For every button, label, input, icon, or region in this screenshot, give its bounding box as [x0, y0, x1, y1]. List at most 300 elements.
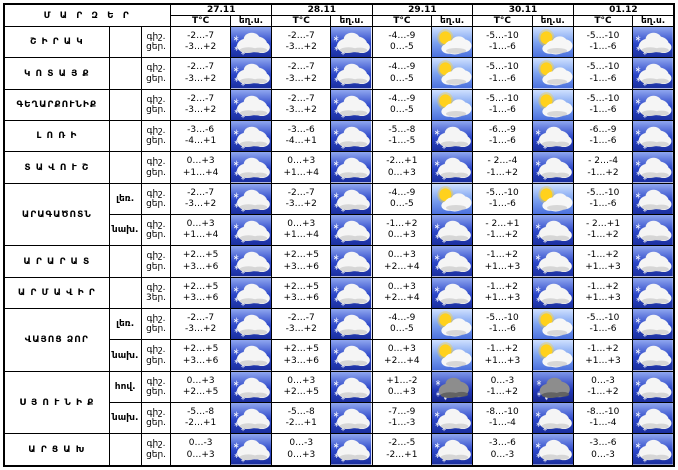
temperature-cell	[473, 58, 532, 89]
label-night: գիշ.	[146, 63, 166, 74]
weather-snow-icon	[633, 340, 674, 371]
temp-night: -1…+2	[587, 344, 619, 355]
temp-day: 0…-5	[389, 42, 414, 53]
date-col-1: 27.11	[171, 4, 272, 16]
temperature-cell	[171, 371, 230, 402]
region-subzone	[109, 58, 141, 89]
region-subzone	[109, 277, 141, 308]
temperature-cell	[372, 309, 431, 340]
region-subzone	[109, 246, 141, 277]
label-night: գիշ.	[146, 407, 166, 418]
temp-day: +2…+5	[283, 386, 319, 397]
date-col-2: 28.11	[272, 4, 373, 16]
weather-snow-icon	[331, 58, 372, 89]
temperature-cell	[272, 403, 331, 434]
region-name: Կ Ո Տ Ա Յ Ք	[4, 58, 109, 89]
temp-night: 0…+3	[186, 156, 215, 167]
weather-snow-icon	[532, 152, 573, 183]
temperature-cell	[473, 246, 532, 277]
temp-night: -3…-6	[187, 124, 215, 135]
temperature-cell	[272, 215, 331, 246]
temp-night: -3…-6	[589, 438, 617, 449]
temp-day: +2…+4	[384, 355, 420, 366]
temperature-cell	[473, 89, 532, 120]
temp-night: -4…-9	[388, 313, 416, 324]
temp-day: -4…+1	[185, 136, 217, 147]
temp-night: -5…-10	[486, 93, 519, 104]
subheader-temp-3: T°C	[372, 16, 431, 27]
temp-night: -5…-10	[486, 187, 519, 198]
temp-day: 0…-3	[591, 449, 615, 460]
table-row	[4, 309, 674, 340]
temp-night: -4…-9	[388, 62, 416, 73]
temperature-cell	[473, 340, 532, 371]
temp-day: +1…+3	[585, 261, 621, 272]
temp-day: -3…+2	[285, 324, 317, 335]
temperature-cell	[473, 309, 532, 340]
weather-snow-icon	[331, 89, 372, 120]
temp-day: 0…+3	[387, 386, 416, 397]
region-subzone	[109, 434, 141, 466]
weather-snow-icon	[633, 121, 674, 152]
weather-snow-icon	[633, 183, 674, 214]
subheader-cond-4: եղ.ս.	[532, 16, 573, 27]
temp-day: 0…-5	[389, 198, 414, 209]
temp-day: -3…+2	[285, 42, 317, 53]
weather-snow-icon	[331, 183, 372, 214]
weather-sun-cloud-icon	[432, 183, 473, 214]
temp-day: +1…+4	[182, 230, 219, 241]
temp-day: -1…+2	[486, 167, 519, 178]
region-name: Ա Ր Ց Ա Խ	[4, 434, 109, 466]
region-subzone	[109, 152, 141, 183]
weather-snow-icon	[230, 403, 271, 434]
temperature-cell	[272, 309, 331, 340]
temp-night: 0…+3	[186, 375, 215, 386]
weather-snow-icon	[532, 215, 573, 246]
temperature-cell	[272, 340, 331, 371]
weather-snow-icon	[331, 277, 372, 308]
weather-snow-icon	[532, 434, 573, 466]
temperature-cell	[372, 246, 431, 277]
temperature-cell	[573, 215, 632, 246]
night-day-labels	[141, 183, 171, 214]
night-day-labels	[141, 152, 171, 183]
page-title: Մ Ա Ր Զ Ե Ր	[4, 4, 171, 27]
subheader-temp-1: T°C	[171, 16, 230, 27]
label-night: գիշ.	[146, 188, 166, 199]
region-name: ՎԱՅՈՑ ՁՈՐ	[4, 309, 109, 372]
temp-day: +3…+6	[182, 292, 219, 303]
weather-snow-icon	[331, 215, 372, 246]
temp-day: -3…+2	[185, 104, 217, 115]
weather-snow-icon	[230, 215, 271, 246]
temp-day: -1…+2	[486, 230, 519, 241]
temperature-cell	[372, 434, 431, 466]
temperature-cell	[573, 152, 632, 183]
temp-day: -1…-6	[488, 73, 516, 84]
temperature-cell	[272, 58, 331, 89]
temp-night: -4…-9	[388, 93, 416, 104]
temp-night: -2…+1	[386, 156, 418, 167]
weather-snow-icon	[230, 340, 271, 371]
temperature-cell	[573, 340, 632, 371]
temp-night: -2…-7	[287, 313, 315, 324]
temp-night: -8…-10	[486, 407, 519, 418]
temp-day: -1…-5	[388, 136, 416, 147]
temp-day: -1…+2	[587, 386, 619, 397]
label-day: ցեր.	[146, 418, 167, 429]
temp-day: -2…+1	[185, 418, 217, 429]
temp-night: -6…-9	[488, 124, 516, 135]
temp-night: +2…+5	[182, 250, 219, 261]
date-col-5: 01.12	[573, 4, 674, 16]
temp-night: - 2…+1	[485, 218, 520, 229]
table-row	[4, 434, 674, 466]
temp-day: -1…-4	[488, 418, 516, 429]
temp-day: -1…+2	[486, 386, 519, 397]
temp-day: +1…+4	[283, 230, 319, 241]
weather-sun-cloud-icon	[432, 58, 473, 89]
subheader-cond-5: եղ.ս.	[633, 16, 674, 27]
temp-day: -1…-6	[488, 198, 516, 209]
temp-night: 0…+3	[387, 344, 416, 355]
weather-snow-icon	[532, 246, 573, 277]
temp-night: +2…+5	[182, 281, 219, 292]
temp-day: +2…+4	[384, 292, 420, 303]
weather-sun-cloud-icon	[432, 27, 473, 58]
weather-snow-icon	[230, 434, 271, 466]
temperature-cell	[573, 309, 632, 340]
label-day: ցեր.	[146, 261, 167, 272]
temp-day: 0…+3	[186, 449, 215, 460]
temperature-cell	[171, 277, 230, 308]
temp-day: -4…+1	[285, 136, 317, 147]
temp-day: 0…+3	[387, 230, 416, 241]
temp-night: -3…-6	[488, 438, 516, 449]
temp-day: +1…+3	[484, 292, 521, 303]
temperature-cell	[272, 152, 331, 183]
temp-night: -5…-10	[486, 313, 519, 324]
weather-snow-icon	[532, 277, 573, 308]
temp-day: +3…+6	[182, 261, 219, 272]
weather-snow-icon	[633, 152, 674, 183]
temp-day: +1…+3	[585, 355, 621, 366]
weather-snow-icon	[230, 246, 271, 277]
temp-day: +1…+4	[182, 167, 219, 178]
temperature-cell	[372, 89, 431, 120]
temp-day: -1…-6	[488, 42, 516, 53]
temp-night: -2…-7	[187, 187, 215, 198]
weather-snow-icon	[633, 89, 674, 120]
temperature-cell	[372, 277, 431, 308]
temperature-cell	[171, 58, 230, 89]
temp-night: -1…+2	[587, 250, 619, 261]
label-night: գիշ.	[146, 125, 166, 136]
weather-snow-icon	[331, 27, 372, 58]
region-subzone: լեռ.	[109, 309, 141, 340]
temp-day: -1…+2	[587, 230, 619, 241]
temp-night: +2…+5	[283, 250, 319, 261]
temperature-cell	[473, 215, 532, 246]
temperature-cell	[473, 121, 532, 152]
temperature-cell	[573, 58, 632, 89]
temperature-cell	[573, 27, 632, 58]
weather-snow-icon	[230, 277, 271, 308]
temp-day: -1…-6	[589, 136, 617, 147]
weather-snow-icon	[633, 403, 674, 434]
weather-snow-icon	[432, 403, 473, 434]
temp-night: -1…+2	[486, 250, 519, 261]
temp-night: - 2…+1	[585, 218, 621, 229]
label-day: ցեր.	[146, 386, 167, 397]
weather-sun-cloud-icon	[432, 340, 473, 371]
temperature-cell	[272, 183, 331, 214]
table-row	[4, 58, 674, 89]
weather-snow-icon	[633, 309, 674, 340]
weather-snow-icon	[432, 277, 473, 308]
weather-snow-icon	[633, 27, 674, 58]
temperature-cell	[272, 121, 331, 152]
temp-night: -1…+2	[486, 281, 519, 292]
forecast-table	[3, 3, 675, 467]
weather-snow-icon	[532, 121, 573, 152]
label-day: ցեր.	[146, 449, 167, 460]
label-day: ցեր.	[146, 167, 167, 178]
temperature-cell	[171, 403, 230, 434]
temperature-cell	[372, 121, 431, 152]
temp-night: -2…-7	[187, 62, 215, 73]
temp-night: 0…+3	[387, 281, 416, 292]
label-night: գիշ.	[146, 94, 166, 105]
temp-night: -1…+2	[486, 344, 519, 355]
temp-night: +2…+5	[283, 344, 319, 355]
weather-snow-icon	[230, 152, 271, 183]
subheader-temp-2: T°C	[272, 16, 331, 27]
night-day-labels	[141, 58, 171, 89]
label-day: ցեր.	[146, 198, 167, 209]
temp-day: 0…-3	[490, 449, 515, 460]
region-name: Շ Ի Ր Ա Կ	[4, 27, 109, 58]
temperature-cell	[171, 27, 230, 58]
weather-snow-icon	[331, 340, 372, 371]
label-night: գիշ.	[146, 219, 166, 230]
night-day-labels	[141, 403, 171, 434]
table-row	[4, 277, 674, 308]
weather-snow-icon	[432, 246, 473, 277]
date-col-3: 29.11	[372, 4, 473, 16]
region-subzone: նախ.	[109, 340, 141, 371]
weather-sun-cloud-icon	[532, 183, 573, 214]
temp-night: 0…+3	[287, 156, 316, 167]
table-row	[4, 246, 674, 277]
table-row	[4, 183, 674, 214]
date-col-4: 30.11	[473, 4, 574, 16]
temperature-cell	[473, 183, 532, 214]
label-day: ցեր.	[146, 42, 167, 53]
temperature-cell	[372, 152, 431, 183]
table-row	[4, 89, 674, 120]
temperature-cell	[272, 371, 331, 402]
temp-night: -5…-10	[486, 62, 519, 73]
temperature-cell	[372, 340, 431, 371]
weather-snow-dark-icon	[532, 371, 573, 402]
temperature-cell	[272, 89, 331, 120]
weather-sun-cloud-icon	[432, 89, 473, 120]
temperature-cell	[573, 277, 632, 308]
weather-snow-icon	[633, 434, 674, 466]
temperature-cell	[473, 152, 532, 183]
region-name: ԳԵՂԱՐՔՈՒՆԻՔ	[4, 89, 109, 120]
weather-snow-icon	[432, 152, 473, 183]
label-night: գիշ.	[146, 345, 166, 356]
weather-snow-icon	[331, 246, 372, 277]
temp-day: +3…+6	[283, 355, 319, 366]
temperature-cell	[573, 246, 632, 277]
night-day-labels	[141, 215, 171, 246]
temperature-cell	[171, 340, 230, 371]
temperature-cell	[473, 434, 532, 466]
weather-sun-cloud-icon	[532, 340, 573, 371]
label-night: գիշ.	[146, 313, 166, 324]
weather-sun-cloud-icon	[532, 58, 573, 89]
temp-night: -4…-9	[388, 187, 416, 198]
night-day-labels	[141, 309, 171, 340]
temp-night: -2…-7	[287, 187, 315, 198]
temperature-cell	[372, 27, 431, 58]
subheader-cond-3: եղ.ս.	[432, 16, 473, 27]
temp-night: 0…+3	[186, 218, 215, 229]
region-subzone: նախ.	[109, 403, 141, 434]
night-day-labels	[141, 246, 171, 277]
region-name: Տ Ա Վ Ո Ւ Շ	[4, 152, 109, 183]
weather-sun-cloud-icon	[532, 27, 573, 58]
label-night: գիշ.	[146, 31, 166, 42]
night-day-labels	[141, 277, 171, 308]
weather-snow-icon	[432, 121, 473, 152]
label-night: գիշ.	[146, 251, 166, 262]
region-subzone	[109, 121, 141, 152]
temp-night: -1…+2	[386, 218, 418, 229]
label-night: գիշ.	[146, 157, 166, 168]
subheader-temp-5: T°C	[573, 16, 632, 27]
temp-day: -1…-6	[589, 73, 617, 84]
temp-day: -3…+2	[185, 324, 217, 335]
weather-snow-icon	[230, 183, 271, 214]
temp-night: -2…-7	[287, 62, 315, 73]
temperature-cell	[272, 277, 331, 308]
weather-snow-icon	[633, 277, 674, 308]
table-row	[4, 371, 674, 402]
night-day-labels	[141, 434, 171, 466]
temperature-cell	[171, 121, 230, 152]
temperature-cell	[272, 434, 331, 466]
temp-night: -2…-5	[388, 438, 416, 449]
temp-day: +3…+6	[182, 355, 219, 366]
temp-day: +2…+5	[182, 386, 219, 397]
region-name: Ա Ր Ա Ր Ա Տ	[4, 246, 109, 277]
temp-day: -3…+2	[285, 198, 317, 209]
region-name: ԱՐԱԳԱԾՈՏՆ	[4, 183, 109, 246]
night-day-labels	[141, 121, 171, 152]
label-day: ցեր.	[146, 230, 167, 241]
temp-day: -1…-6	[589, 324, 617, 335]
temp-night: - 2…-4	[588, 156, 618, 167]
label-day: ցեր.	[146, 104, 167, 115]
temperature-cell	[573, 89, 632, 120]
region-name: Լ Ո Ռ Ի	[4, 121, 109, 152]
temp-night: -8…-10	[586, 407, 620, 418]
temp-night: -6…-9	[589, 124, 617, 135]
temp-day: 0…-5	[389, 104, 414, 115]
weather-snow-icon	[331, 371, 372, 402]
label-day: ցեր.	[146, 73, 167, 84]
temperature-cell	[573, 183, 632, 214]
temperature-cell	[573, 121, 632, 152]
subheader-cond-2: եղ.ս.	[331, 16, 372, 27]
weather-snow-icon	[633, 215, 674, 246]
header-row-dates	[4, 4, 674, 16]
weather-snow-dark-icon	[432, 371, 473, 402]
temp-night: -4…-9	[388, 30, 416, 41]
region-subzone	[109, 27, 141, 58]
temperature-cell	[473, 27, 532, 58]
label-day: ցեր.	[146, 324, 167, 335]
temp-day: -1…-6	[488, 136, 516, 147]
temp-day: -1…-6	[589, 42, 617, 53]
temp-day: -1…-6	[589, 104, 617, 115]
night-day-labels	[141, 89, 171, 120]
temp-night: -2…-7	[187, 93, 215, 104]
temp-night: -2…-7	[187, 313, 215, 324]
temperature-cell	[372, 403, 431, 434]
weather-snow-icon	[633, 371, 674, 402]
weather-snow-icon	[633, 246, 674, 277]
temp-day: -3…+2	[285, 73, 317, 84]
temperature-cell	[171, 152, 230, 183]
temp-day: 0…+3	[387, 167, 416, 178]
region-subzone: հով.	[109, 371, 141, 402]
temp-night: 0…+3	[287, 218, 316, 229]
weather-snow-icon	[230, 371, 271, 402]
temp-day: -1…-6	[589, 198, 617, 209]
temp-day: +1…+4	[283, 167, 319, 178]
temp-night: -2…-7	[187, 30, 215, 41]
temp-day: -1…-6	[488, 104, 516, 115]
label-night: գիշ.	[146, 376, 166, 387]
temp-night: 0…+3	[387, 250, 416, 261]
label-night: գիշ.	[146, 282, 166, 293]
temp-night: +2…+5	[283, 281, 319, 292]
temp-night: -5…-8	[388, 124, 416, 135]
temp-day: -3…+2	[185, 42, 217, 53]
temperature-cell	[473, 403, 532, 434]
subheader-cond-1: եղ.ս.	[230, 16, 271, 27]
temperature-cell	[171, 434, 230, 466]
label-day: 3եր.	[146, 292, 167, 303]
weather-snow-icon	[633, 58, 674, 89]
temperature-cell	[372, 371, 431, 402]
temp-day: +1…+3	[484, 355, 521, 366]
temperature-cell	[473, 277, 532, 308]
temp-day: 0…-5	[389, 324, 414, 335]
temp-day: -2…+1	[285, 418, 317, 429]
temp-night: -5…-10	[586, 30, 620, 41]
temperature-cell	[372, 58, 431, 89]
temp-night: 0…+3	[287, 375, 316, 386]
temperature-cell	[372, 183, 431, 214]
subheader-temp-4: T°C	[473, 16, 532, 27]
